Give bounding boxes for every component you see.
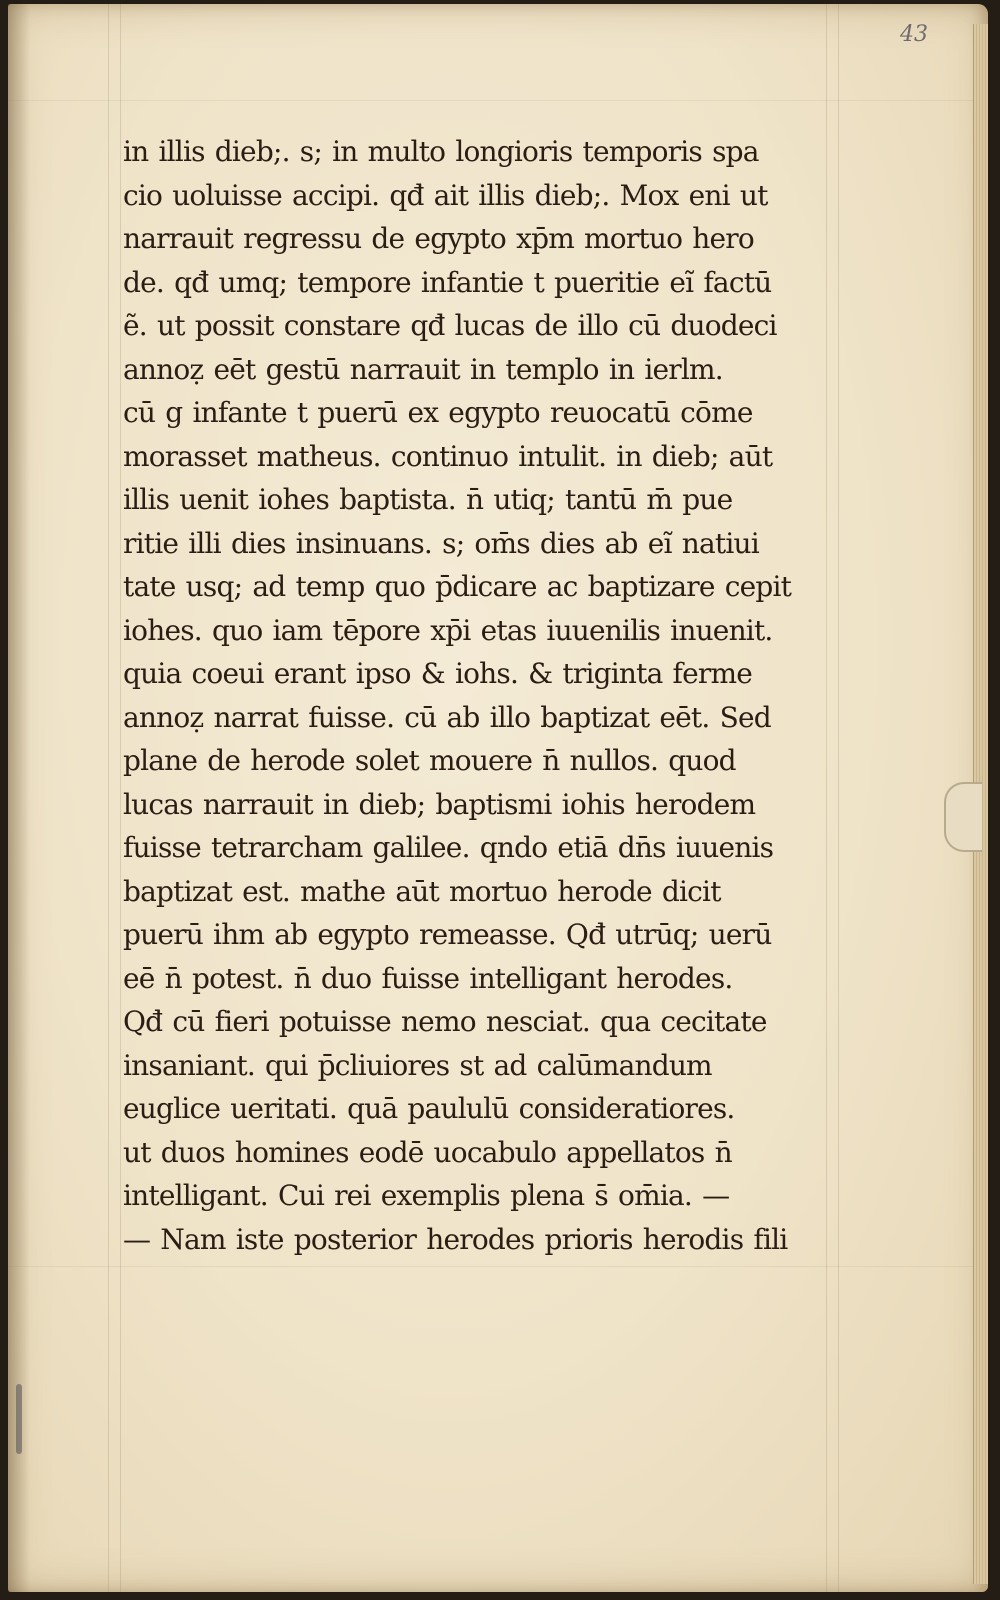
text-line: baptizat est. mathe aūt mortuo herode dicit [123, 874, 721, 908]
text-line: quia coeui erant ipso & iohs. & triginta ferme [123, 657, 752, 690]
text-line: narrauit regressu de egypto xp̄m mortuo hero [123, 222, 754, 255]
text-line: fuisse tetrarcham galilee. qndo etiā dn̄s iuuenis [123, 831, 774, 864]
text-line: annoẓ narrat fuisse. cū ab illo baptizat eēt. Sed [123, 700, 771, 734]
text-line: insaniant. qui p̄cliuiores st ad calūmandum [123, 1048, 712, 1082]
text-line: — Nam iste posterior herodes prioris herodis fili [123, 1222, 788, 1256]
text-line: plane de herode solet mouere n̄ nullos. quod [123, 744, 736, 777]
text-line: ẽ. ut possit constare qđ lucas de illo cū duodeci [123, 309, 777, 342]
margin-stain [16, 1384, 22, 1454]
ruling-line-top [8, 100, 988, 101]
text-line: eē n̄ potest. n̄ duo fuisse intelligant herodes. [123, 961, 733, 995]
text-line: annoẓ eēt gestū narrauit in templo in ierlm. [123, 352, 723, 386]
text-line: tate usq; ad temp quo p̄dicare ac baptizare cepit [123, 570, 792, 603]
text-line: intelligant. Cui rei exemplis plena s̄ om̄ia. — [123, 1179, 730, 1212]
ruling-line-left-inner [120, 4, 121, 1592]
text-column [123, 130, 833, 1261]
text-line: puerū ihm ab egypto remeasse. Qđ utrūq; uerū [123, 918, 772, 951]
text-line: de. qđ umq; tempore infantie t pueritie eĩ factū [123, 265, 772, 299]
text-line: cū g infante t puerū ex egypto reuocatū cōme [123, 396, 753, 429]
manuscript-page [8, 4, 988, 1592]
ruling-line-left [108, 4, 109, 1592]
text-line: ritie illi dies insinuans. s; om̄s dies ab eĩ natiui [123, 526, 759, 560]
folio-number: 43 [900, 22, 928, 47]
text-line: lucas narrauit in dieb; baptismi iohis herodem [123, 787, 756, 821]
text-line: Qđ cū fieri potuisse nemo nesciat. qua cecitate [123, 1005, 767, 1038]
binding-gutter [8, 4, 30, 1592]
text-line: illis uenit iohes baptista. n̄ utiq; tantū m̄ pue [123, 483, 733, 516]
text-line: ut duos homines eodē uocabulo appellatos n̄ [123, 1135, 732, 1169]
text-line: iohes. quo iam tēpore xp̄i etas iuuenilis inuenit. [123, 613, 773, 647]
ruling-line-bottom [8, 1266, 988, 1267]
page-tab-marker [944, 782, 982, 852]
text-line: euglice ueritati. quā paululū consideratiores. [123, 1092, 735, 1125]
ruling-line-right-outer [838, 4, 839, 1592]
text-line: cio uoluisse accipi. qđ ait illis dieb;. Mox eni ut [123, 178, 768, 212]
text-line: in illis dieb;. s; in multo longioris temporis spa [123, 135, 759, 168]
text-line: morasset matheus. continuo intulit. in dieb; aūt [123, 439, 773, 473]
